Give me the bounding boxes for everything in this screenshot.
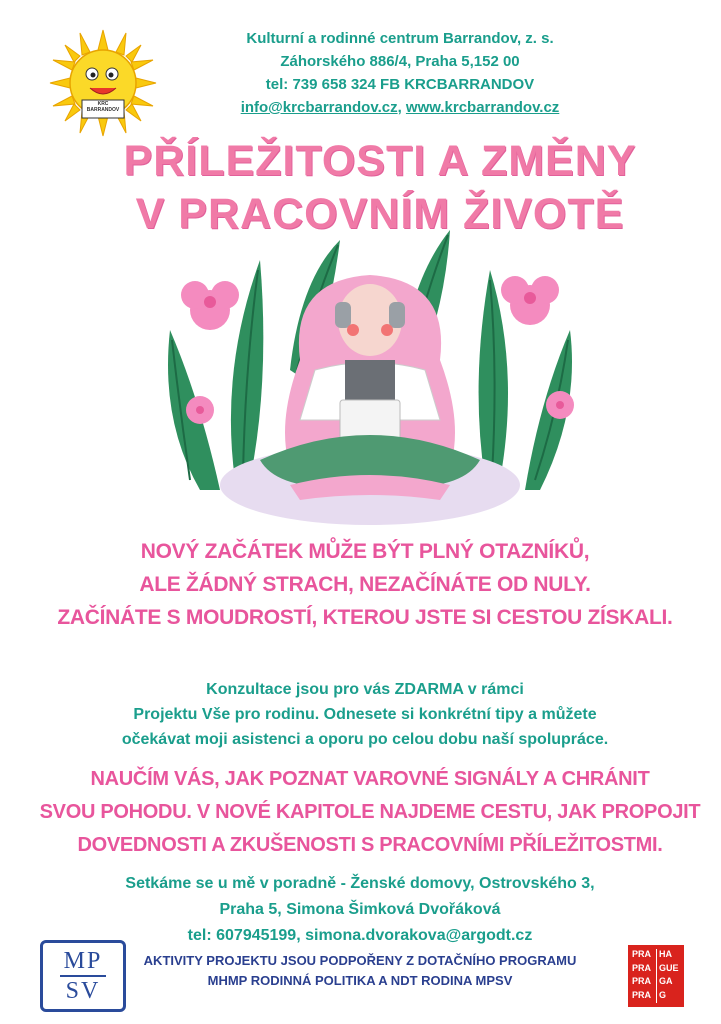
org-contacts (190, 96, 610, 119)
intro-line2: ALE ŽÁDNÝ STRACH, NEZAČÍNÁTE OD NULY. (139, 573, 591, 596)
logo-text-top: KRC (97, 101, 109, 107)
promise-text (30, 763, 710, 862)
contacts-separator: , (397, 99, 406, 116)
praha-logo-cell: PRA (632, 949, 652, 959)
consult-line3: očekávat moji asistenci a oporu po celou dobu naší spolupráce. (121, 731, 609, 748)
intro-text (40, 535, 690, 634)
website-link[interactable]: www.krcbarrandov.cz (405, 99, 560, 116)
praha-logo-cell: GA (656, 976, 680, 990)
page-title-line1: PŘÍLEŽITOSTI A ZMĚNY (123, 137, 637, 185)
promise-line2: SVOU POHODU. V NOVÉ KAPITOLE NAJDEME CESTU, JAK PROPOJIT (39, 801, 701, 823)
promise-line1: NAUČÍM VÁS, JAK POZNAT VAROVNÉ SIGNÁLY A CHRÁNIT (90, 768, 650, 790)
email-link[interactable]: info@krcbarrandov.cz (240, 99, 398, 116)
logo-text-bottom: BARRANDOV (86, 107, 120, 113)
mpsv-logo (40, 940, 126, 1012)
consult-line1: Konzultace jsou pro vás ZDARMA v rámci (206, 681, 524, 698)
org-header (190, 27, 610, 119)
praha-logo-cell: PRA (632, 962, 652, 973)
footer-text (115, 951, 605, 991)
logo-text (82, 101, 124, 113)
mpsv-logo-top: MP (60, 949, 107, 977)
org-phone: tel: 739 658 324 FB KRCBARRANDOV (265, 76, 535, 93)
org-name: Kulturní a rodinné centrum Barrandov, z. s. (246, 30, 554, 47)
consult-line2: Projektu Vše pro rodinu. Odnesete si konkrétní tipy a můžete (133, 706, 597, 723)
praha-logo-cell: GUE (656, 963, 680, 977)
meeting-line1: Setkáme se u mě v poradně - Ženské domovy, Ostrovského 3, (125, 875, 595, 892)
footer-line2: MHMP RODINNÁ POLITIKA A NDT RODINA MPSV (207, 973, 513, 988)
mpsv-logo-bottom: SV (65, 978, 101, 1004)
intro-line3: ZAČÍNÁTE S MOUDROSTÍ, KTEROU JSTE SI CESTOU ZÍSKALI. (57, 606, 673, 629)
intro-line1: NOVÝ ZAČÁTEK MŮŽE BÝT PLNÝ OTAZNÍKŮ, (140, 540, 590, 563)
meeting-text (80, 871, 640, 949)
meeting-line3: tel: 607945199, simona.dvorakova@argodt.cz (187, 927, 533, 944)
promise-line3: DOVEDNOSTI A ZKUŠENOSTI S PRACOVNÍMI PŘÍLEŽITOSTMI. (77, 834, 663, 856)
sun-logo (48, 28, 158, 138)
woman-laptop-illustration (140, 220, 600, 530)
page-title-line2: V PRACOVNÍM ŽIVOTĚ (135, 190, 625, 238)
praha-logo-cell: HA (656, 949, 680, 963)
praha-logo-cell: PRA (632, 976, 652, 986)
praha-logo-cell: G (656, 990, 680, 1004)
footer-line1: AKTIVITY PROJEKTU JSOU PODPOŘENY Z DOTAČNÍHO PROGRAMU (143, 953, 577, 968)
consult-text (40, 677, 690, 752)
praha-logo (628, 945, 684, 1007)
meeting-line2: Praha 5, Simona Šimková Dvořáková (219, 901, 501, 918)
org-address: Záhorského 886/4, Praha 5,152 00 (280, 53, 520, 70)
praha-logo-cell: PRA (632, 989, 652, 1000)
